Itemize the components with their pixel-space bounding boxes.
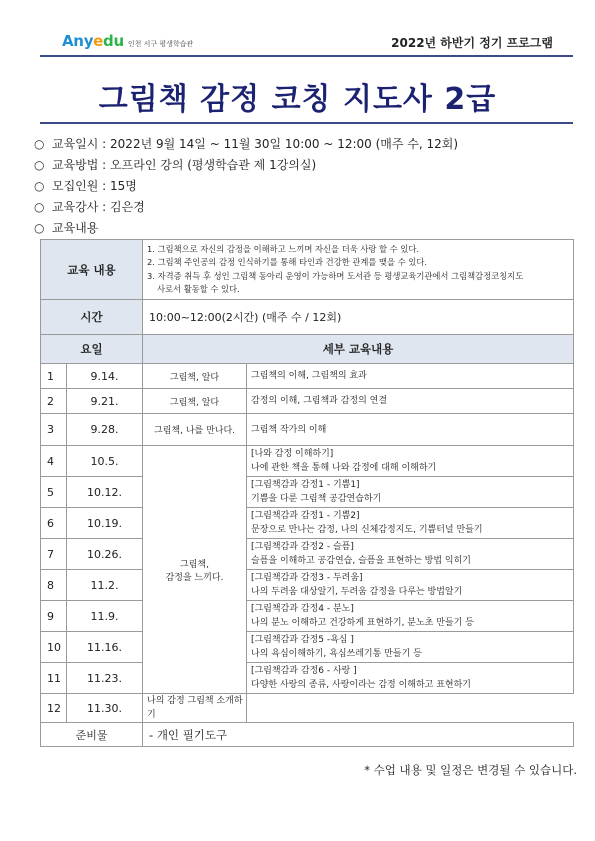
- merged-subject: 그림책, 감정을 느끼다.: [143, 446, 247, 694]
- table-row: 4 10.5. 그림책, 감정을 느끼다. [나와 감정 이해하기] 나에 관한 책을 통해 나와 감정에 대해 이해하기: [41, 446, 574, 477]
- table-row: 12 11.30. 나의 감정 그림책 소개하기: [41, 694, 574, 723]
- table-row: 5 10.12. [그림책감과 감정1 - 기쁨1] 기쁨을 다룬 그림책 공감연습하기: [41, 477, 574, 508]
- table-row: 7 10.26. [그림책감과 감정2 - 슬픔] 슬픔을 이해하고 공감연습, 슬픔을 표현하는 방법 익히기: [41, 539, 574, 570]
- page-header: [0, 0, 595, 60]
- time-value: 10:00~12:00(2시간) (매주 수 / 12회): [143, 300, 574, 335]
- curriculum-table: [40, 239, 574, 747]
- circle-bullet-icon: ○: [34, 200, 45, 214]
- info-capacity: ○ 모집인원 : 15명: [34, 176, 574, 197]
- table-row: 3 9.28. 그림책, 나를 만나다. 그림책 작가의 이해: [41, 414, 574, 446]
- info-content: ○ 교육내용: [34, 218, 574, 239]
- table-row: 11 11.23. [그림책감과 감정6 - 사랑 ] 다양한 사랑의 종류, 사랑이라는 감정 이해하고 표현하기: [41, 663, 574, 694]
- info-method: ○ 교육방법 : 오프라인 강의 (평생학습관 제 1강의실): [34, 155, 574, 176]
- table-row: 6 10.19. [그림책감과 감정1 - 기쁨2] 문장으로 만나는 감정, 나의 신체감정지도, 기쁨터널 만들기: [41, 508, 574, 539]
- prep-row: [41, 723, 574, 747]
- content-row: [41, 240, 574, 300]
- table-row: 8 11.2. [그림책감과 감정3 - 두려움] 나의 두려움 대상알기, 두려움 감정을 다루는 방법알기: [41, 570, 574, 601]
- title-rule: [40, 122, 573, 124]
- time-label: 시간: [41, 300, 143, 335]
- day-label: 요일: [41, 335, 143, 364]
- circle-bullet-icon: ○: [34, 158, 45, 172]
- table-row: 2 9.21. 그림책, 알다 감정의 이해, 그림책과 감정의 연결: [41, 389, 574, 414]
- content-label: 교육 내용: [41, 240, 143, 300]
- page-title: 그림책 감정 코칭 지도사 2급: [98, 82, 497, 117]
- logo-subtitle: 인천 서구 평생학습관: [127, 40, 194, 48]
- circle-bullet-icon: ○: [34, 179, 45, 193]
- schedule-header-row: [41, 335, 574, 364]
- time-row: [41, 300, 574, 335]
- table-row: 9 11.9. [그림책감과 감정4 - 분노] 나의 분노 이해하고 건강하게 표현하기, 분노초 만들기 등: [41, 601, 574, 632]
- info-instructor: ○ 교육강사 : 김은경: [34, 197, 574, 218]
- info-date: ○ 교육일시 : 2022년 9월 14일 ~ 11월 30일 10:00 ~ 12:00 (매주 수, 12회): [34, 134, 574, 155]
- logo-wordmark: Anyedu: [62, 32, 124, 50]
- anyedu-logo: [62, 32, 193, 50]
- prep-label: 준비물: [41, 723, 143, 747]
- prep-value: - 개인 필기도구: [143, 723, 574, 747]
- header-rule: [40, 55, 573, 57]
- program-label: 2022년 하반기 정기 프로그램: [391, 36, 553, 50]
- change-notice: * 수업 내용 및 일정은 변경될 수 있습니다.: [364, 763, 577, 777]
- table-row: 10 11.16. [그림책감과 감정5 -욕심 ] 나의 욕심이해하기, 욕심쓰레기통 만들기 등: [41, 632, 574, 663]
- circle-bullet-icon: ○: [34, 221, 45, 235]
- content-list: 1. 그림책으로 자신의 감정을 이해하고 느끼며 자신을 더욱 사랑 할 수 있다. 2. 그림책 주인공의 감정 인식하기를 통해 타인과 건강한 관계를 맺을 수 있다. 3. 자격증 취득 후 성인 그림책 동아리 운영이 가능하며 도서관 등 평생교육기관에서 그림책감정코칭지도 사로서 활동할 수 있다.: [143, 240, 574, 300]
- detail-label: 세부 교육내용: [143, 335, 574, 364]
- circle-bullet-icon: ○: [34, 137, 45, 151]
- info-list: [34, 134, 574, 239]
- table-row: 1 9.14. 그림책, 알다 그림책의 이해, 그림책의 효과: [41, 364, 574, 389]
